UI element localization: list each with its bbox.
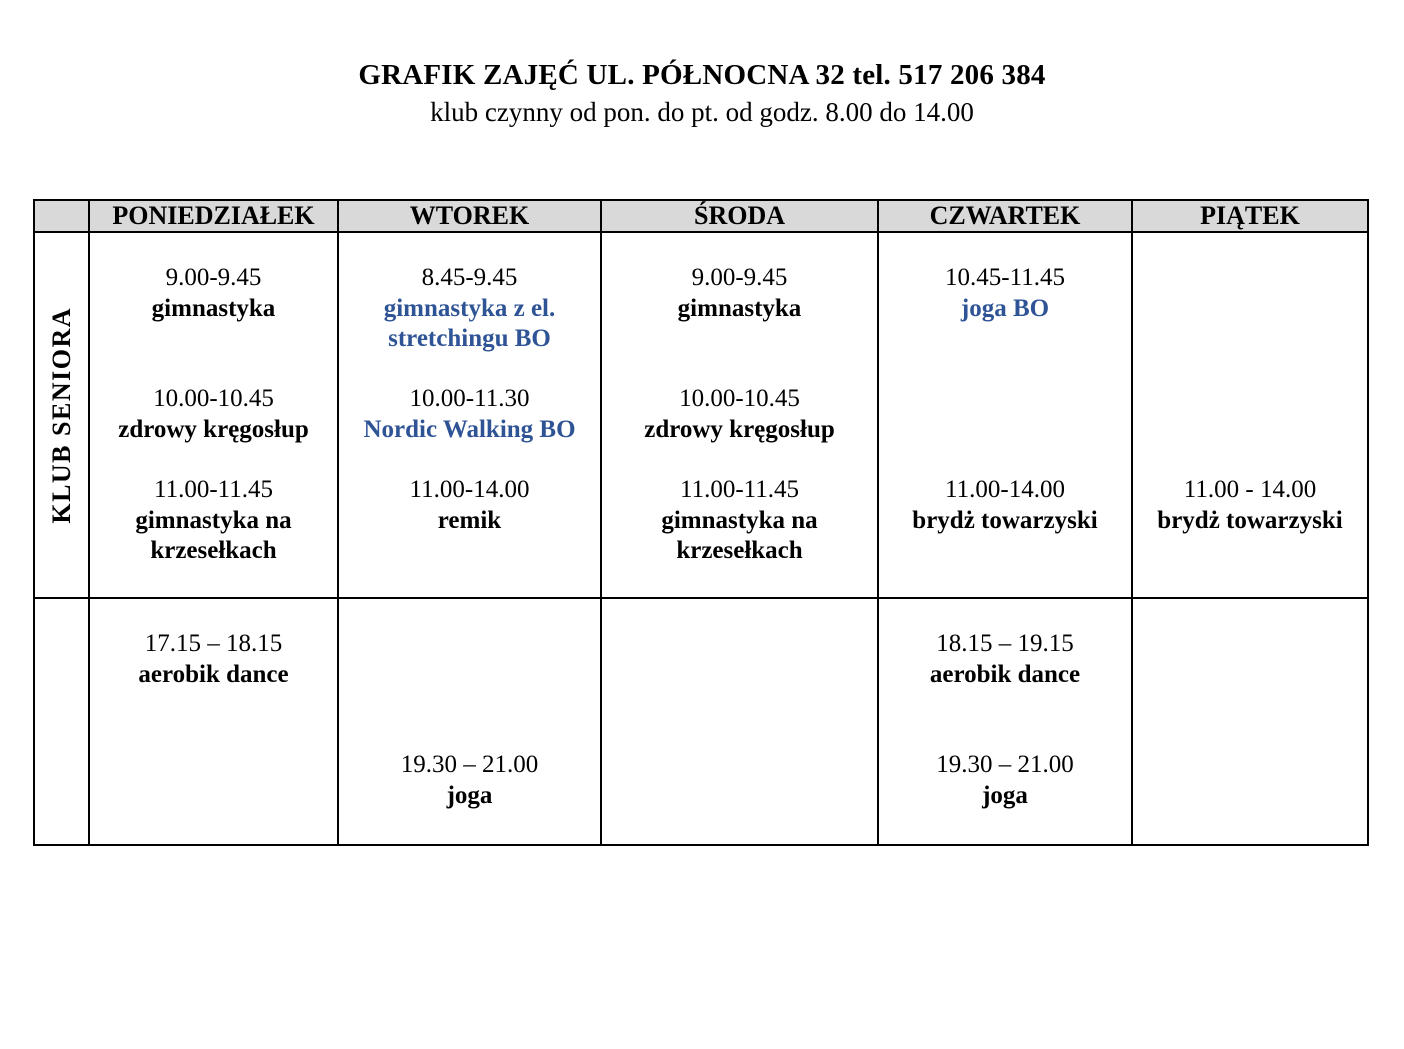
blank-line — [879, 445, 1131, 475]
blank-line — [339, 354, 600, 384]
cell-sroda-morning — [601, 232, 878, 598]
blank-line — [90, 781, 337, 811]
schedule-line: 10.00-10.45 — [153, 385, 274, 413]
blank-line — [1133, 566, 1367, 596]
schedule-line: 11.00-11.45 — [680, 476, 799, 504]
blank-line — [879, 720, 1131, 750]
blank-line — [879, 384, 1131, 414]
blank-line — [602, 720, 877, 750]
blank-line — [339, 536, 600, 566]
blank-line — [1133, 629, 1367, 659]
cell-sroda-evening — [601, 598, 878, 845]
blank-line — [879, 324, 1131, 354]
cell-wtorek-morning — [338, 232, 601, 598]
cell-wtorek-evening — [338, 598, 601, 845]
day-header-wtorek: WTOREK — [338, 200, 601, 232]
schedule-line: 10.45-11.45 — [945, 264, 1065, 292]
blank-line — [879, 599, 1131, 629]
blank-line — [90, 566, 337, 596]
blank-line — [1133, 720, 1367, 750]
schedule-line: 10.00-11.30 — [409, 385, 530, 413]
side-label-wrap — [35, 233, 88, 597]
blank-line — [602, 233, 877, 263]
schedule-table — [33, 199, 1369, 846]
blank-line — [1133, 294, 1367, 324]
blank-line — [879, 811, 1131, 841]
blank-line — [879, 536, 1131, 566]
page — [0, 56, 1404, 1049]
schedule-line: gimnastyka — [677, 294, 802, 322]
blank-line — [339, 566, 600, 596]
schedule-line: 11.00-14.00 — [409, 476, 530, 504]
blank-line — [602, 660, 877, 690]
schedule-line: 11.00-14.00 — [945, 476, 1065, 504]
blank-line — [90, 445, 337, 475]
schedule-line: 8.45-9.45 — [421, 264, 518, 292]
blank-line — [339, 690, 600, 720]
blank-line — [90, 811, 337, 841]
blank-line — [602, 324, 877, 354]
schedule-line: aerobik dance — [138, 660, 289, 688]
side-label-cell — [34, 232, 89, 598]
schedule-line: 9.00-9.45 — [165, 264, 262, 292]
schedule-line: zdrowy kręgosłup — [118, 415, 309, 443]
cell-piatek-evening — [1132, 598, 1368, 845]
schedule-line: 19.30 – 21.00 — [400, 751, 539, 779]
cell-czwartek-morning — [878, 232, 1132, 598]
blank-line — [1133, 354, 1367, 384]
blank-line — [90, 720, 337, 750]
blank-line — [339, 599, 600, 629]
blank-line — [602, 599, 877, 629]
blank-line — [90, 233, 337, 263]
blank-line — [879, 415, 1131, 445]
blank-line — [1133, 324, 1367, 354]
schedule-line: zdrowy kręgosłup — [644, 415, 835, 443]
blank-line — [339, 629, 600, 659]
blank-line — [1133, 263, 1367, 293]
blank-line — [1133, 660, 1367, 690]
blank-line — [602, 781, 877, 811]
blank-line — [1133, 445, 1367, 475]
schedule-line: gimnastyka na — [661, 506, 818, 534]
blank-line — [879, 566, 1131, 596]
blank-line — [90, 690, 337, 720]
document-title: GRAFIK ZAJĘĆ UL. PÓŁNOCNA 32 tel. 517 206 384 — [358, 59, 1046, 91]
schedule-line: joga — [982, 781, 1028, 809]
evening-row — [34, 598, 1368, 845]
blank-line — [1133, 781, 1367, 811]
blank-line — [602, 445, 877, 475]
day-header-piatek: PIĄTEK — [1132, 200, 1368, 232]
schedule-line: gimnastyka — [151, 294, 276, 322]
document-header — [0, 56, 1404, 130]
blank-line — [1133, 536, 1367, 566]
schedule-line: gimnastyka z el. — [383, 294, 556, 322]
blank-line — [1133, 599, 1367, 629]
cell-czwartek-evening — [878, 598, 1132, 845]
blank-line — [879, 233, 1131, 263]
schedule-line: stretchingu BO — [388, 324, 551, 352]
blank-line — [602, 690, 877, 720]
schedule-line: 11.00-11.45 — [154, 476, 273, 504]
morning-row — [34, 232, 1368, 598]
blank-line — [339, 660, 600, 690]
schedule-line: 9.00-9.45 — [691, 264, 788, 292]
schedule-line: brydż towarzyski — [912, 506, 1098, 534]
schedule-line: 17.15 – 18.15 — [144, 630, 283, 658]
day-header-poniedzialek: PONIEDZIAŁEK — [89, 200, 338, 232]
day-header-czwartek: CZWARTEK — [878, 200, 1132, 232]
blank-line — [602, 811, 877, 841]
blank-line — [339, 445, 600, 475]
blank-line — [339, 811, 600, 841]
schedule-line: joga — [446, 781, 493, 809]
blank-line — [339, 720, 600, 750]
blank-line — [90, 599, 337, 629]
blank-line — [1133, 690, 1367, 720]
cell-poniedzialek-evening — [89, 598, 338, 845]
blank-line — [1133, 811, 1367, 841]
blank-line — [879, 690, 1131, 720]
schedule-line: remik — [437, 506, 502, 534]
schedule-line: 19.30 – 21.00 — [936, 751, 1074, 779]
blank-line — [90, 750, 337, 780]
corner-cell — [34, 200, 89, 232]
schedule-line: joga BO — [960, 294, 1050, 322]
schedule-line: Nordic Walking BO — [363, 415, 576, 443]
blank-line — [90, 354, 337, 384]
blank-line — [1133, 750, 1367, 780]
schedule-line: 10.00-10.45 — [679, 385, 800, 413]
cell-poniedzialek-morning — [89, 232, 338, 598]
blank-line — [602, 354, 877, 384]
blank-line — [339, 233, 600, 263]
blank-line — [1133, 415, 1367, 445]
blank-line — [602, 750, 877, 780]
schedule-line: gimnastyka na — [135, 506, 292, 534]
schedule-line: 18.15 – 19.15 — [936, 630, 1074, 658]
day-header-sroda: ŚRODA — [601, 200, 878, 232]
schedule-line: 11.00 - 14.00 — [1183, 476, 1317, 504]
blank-line — [90, 324, 337, 354]
schedule-line: brydż towarzyski — [1157, 506, 1343, 534]
blank-line — [879, 354, 1131, 384]
schedule-line: krzesełkach — [150, 536, 277, 564]
document-subtitle: klub czynny od pon. do pt. od godz. 8.00 do 14.00 — [430, 97, 974, 127]
side-empty-cell — [34, 598, 89, 845]
blank-line — [602, 629, 877, 659]
header-row — [34, 200, 1368, 232]
schedule-line: krzesełkach — [676, 536, 803, 564]
schedule-line: aerobik dance — [929, 660, 1081, 688]
blank-line — [1133, 384, 1367, 414]
cell-piatek-morning — [1132, 232, 1368, 598]
club-name-label: KLUB SENIORA — [46, 306, 76, 524]
blank-line — [1133, 233, 1367, 263]
blank-line — [602, 566, 877, 596]
